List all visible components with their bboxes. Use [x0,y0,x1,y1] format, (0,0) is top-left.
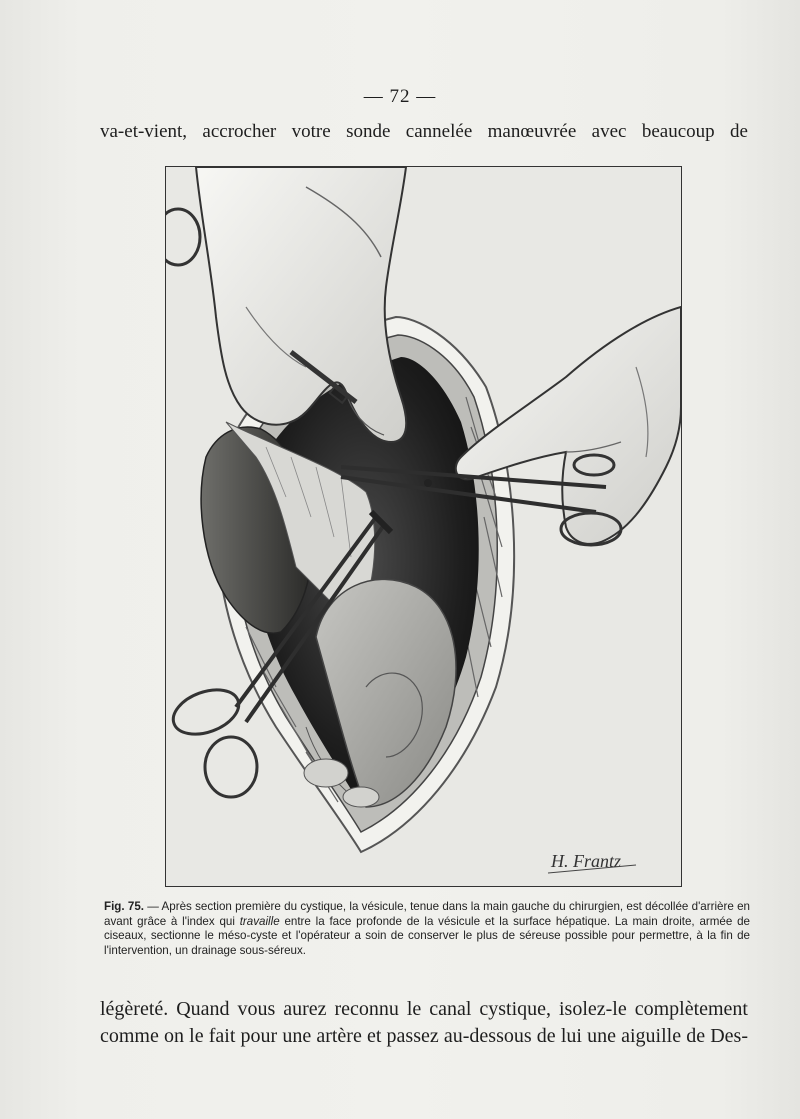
body-text-line-2: comme on le fait pour une artère et passez au-dessous de lui une aiguille de Des- [100,1025,748,1047]
caption-italic-word: travaille [239,914,280,928]
caption-text-before: — Après section première du cystique, la vésicule, tenue dans la main gauche du chirurgien, est décollée d'arrière en avant grâce à l'index qui [104,900,750,928]
illustration-drawing [166,167,681,886]
figure-caption [104,900,750,958]
figure-label: Fig. 75. [104,900,145,913]
caption-text-after: entre la face profonde de la vésicule et la surface hépatique. La main droite, armée de ciseaux, sectionne le méso-cyste et l'opérateur a soin de conserver le plus de séreuse possible pour permettre, à la fin de l'intervention, un drainage sous-séreux. [104,914,750,957]
surgical-illustration [165,166,682,887]
body-text-line-1: légèreté. Quand vous aurez reconnu le canal cystique, isolez-le complètement [100,998,748,1020]
page-number: — 72 — [363,86,437,107]
body-text-line-top: va-et-vient, accrocher votre sonde cannelée manœuvrée avec beaucoup de [100,121,748,142]
artist-signature: H. Frantz [551,851,622,871]
